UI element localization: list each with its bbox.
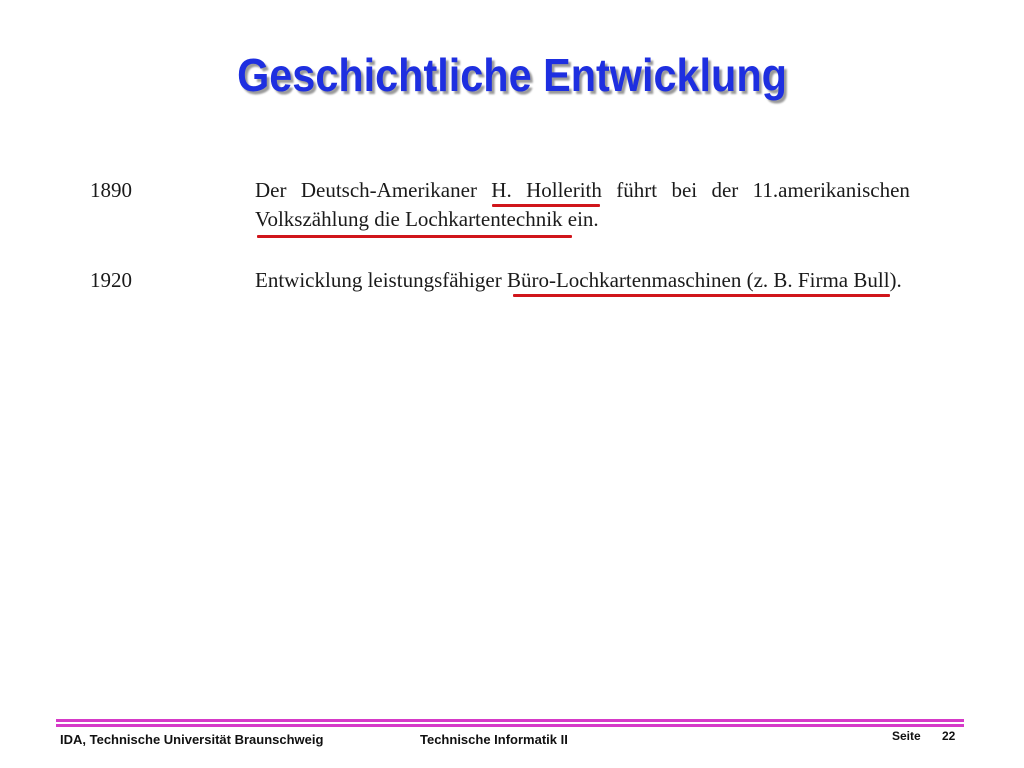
word: Hollerith [526, 178, 602, 202]
entry-text [255, 268, 910, 293]
footer-page-number: 22 [942, 729, 956, 743]
footer-course: Technische Informatik II [420, 732, 568, 747]
highlight-underline-lochkartenmaschinen [513, 294, 890, 297]
word: Deutsch-Amerikaner [300, 178, 477, 202]
word: H. [491, 178, 512, 202]
entry-text-line-2: Volkszählung die Lochkartentechnik ein. [255, 207, 599, 231]
entry-text-line-1 [255, 178, 910, 203]
word: der [711, 178, 739, 202]
footer-rule-top [56, 719, 964, 722]
word: Der [255, 178, 287, 202]
footer-page-label: Seite [892, 729, 921, 743]
word: 11.amerikanischen [752, 178, 910, 202]
word: führt [616, 178, 658, 202]
entry-year: 1890 [90, 178, 132, 202]
entry-year: 1920 [90, 268, 132, 292]
timeline-entry-1890 [0, 178, 1024, 238]
word: bei [671, 178, 698, 202]
entry-text-line-1: Entwicklung leistungsfähiger Büro-Lochkartenmaschinen (z. B. Firma Bull). [255, 268, 902, 292]
footer-institution: IDA, Technische Universität Braunschweig [60, 732, 324, 747]
slide-title: Geschichtliche Entwicklung [237, 49, 787, 101]
highlight-underline-volkszaehlung [257, 235, 572, 238]
footer-rule-bottom [56, 724, 964, 727]
highlight-underline-hollerith [492, 204, 600, 207]
